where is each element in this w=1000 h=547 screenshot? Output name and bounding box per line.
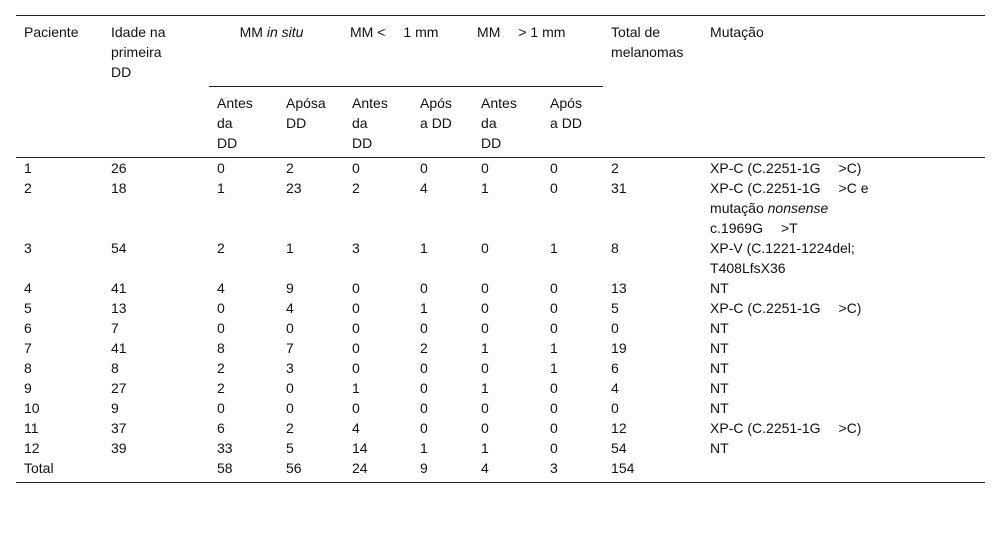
cell-value: 4 (352, 420, 360, 436)
cell-value: 0 (550, 320, 558, 336)
cell-value: 0 (286, 400, 294, 416)
cell-paciente: 12 (24, 440, 40, 456)
cell-total-value: 58 (209, 458, 278, 483)
cell-idade: 7 (111, 320, 119, 336)
cell-mutacao: XP-V (C.1221-1224del; T408LfsX36 (710, 240, 855, 276)
cell-idade: 26 (111, 160, 127, 176)
cell-value: 7 (286, 340, 294, 356)
sub-header-antes-da-dd: Antes da DD (344, 87, 412, 158)
cell-value: 0 (420, 280, 428, 296)
cell-value: 0 (217, 160, 225, 176)
cell-mutacao: XP-C (C.2251-1G >C) (710, 300, 862, 316)
cell-value: 1 (481, 180, 489, 196)
cell-idade: 9 (111, 400, 119, 416)
cell-mutacao: NT (710, 400, 729, 416)
cell-value: 0 (481, 280, 489, 296)
cell-total: 4 (611, 380, 619, 396)
col-header-idade: Idade na primeira DD (111, 24, 166, 80)
table-row (16, 418, 985, 438)
cell-total-melanomas: 154 (603, 458, 710, 483)
cell-value: 1 (481, 440, 489, 456)
cell-value: 23 (286, 180, 302, 196)
cell-value: 0 (481, 320, 489, 336)
cell-total: 5 (611, 300, 619, 316)
cell-value: 0 (481, 300, 489, 316)
cell-total: 19 (611, 340, 627, 356)
header-row-1 (16, 16, 985, 87)
table-row (16, 438, 985, 458)
table-row (16, 398, 985, 418)
cell-value: 0 (217, 300, 225, 316)
cell-idade: 8 (111, 360, 119, 376)
cell-value: 0 (286, 320, 294, 336)
cell-mutacao: XP-C (C.2251-1G >C) (710, 420, 862, 436)
cell-total: 12 (611, 420, 627, 436)
table-row (16, 298, 985, 318)
cell-mutacao: NT (710, 360, 729, 376)
cell-value: 0 (550, 380, 558, 396)
cell-value: 0 (481, 360, 489, 376)
table-row (16, 378, 985, 398)
group-header-mm-in-situ: MM in situ (239, 24, 304, 40)
cell-paciente: 8 (24, 360, 32, 376)
table-row (16, 318, 985, 338)
cell-value: 0 (420, 320, 428, 336)
cell-idade: 54 (111, 240, 127, 256)
cell-value: 0 (550, 160, 558, 176)
cell-paciente: 2 (24, 180, 32, 196)
cell-idade: 37 (111, 420, 127, 436)
cell-paciente: 6 (24, 320, 32, 336)
cell-idade: 27 (111, 380, 127, 396)
cell-total: 13 (611, 280, 627, 296)
patients-table (16, 15, 985, 483)
cell-idade: 18 (111, 180, 127, 196)
cell-mutacao: NT (710, 340, 729, 356)
table-row (16, 238, 985, 278)
cell-value: 0 (420, 400, 428, 416)
cell-value: 0 (550, 400, 558, 416)
cell-value: 0 (420, 160, 428, 176)
group-header-mm-lt-1mm: MM < 1 mm (350, 24, 439, 40)
sub-header-apos-a-dd: Após a DD (542, 87, 603, 158)
cell-value: 1 (420, 300, 428, 316)
cell-value: 2 (420, 340, 428, 356)
cell-paciente: 1 (24, 160, 32, 176)
cell-value: 1 (550, 360, 558, 376)
cell-value: 0 (352, 300, 360, 316)
cell-value: 2 (352, 180, 360, 196)
cell-mutacao: NT (710, 380, 729, 396)
cell-value: 4 (420, 180, 428, 196)
cell-value: 33 (217, 440, 233, 456)
cell-total: 0 (611, 320, 619, 336)
cell-value: 0 (481, 400, 489, 416)
cell-total: 31 (611, 180, 627, 196)
cell-value: 1 (481, 340, 489, 356)
table-row (16, 338, 985, 358)
cell-paciente: 11 (24, 420, 39, 436)
cell-total-value: 4 (473, 458, 542, 483)
cell-value: 6 (217, 420, 225, 436)
cell-total: 2 (611, 160, 619, 176)
cell-value: 0 (352, 340, 360, 356)
cell-total: 6 (611, 360, 619, 376)
cell-total: 0 (611, 400, 619, 416)
table-row (16, 158, 985, 179)
table-row (16, 358, 985, 378)
cell-value: 0 (286, 380, 294, 396)
cell-empty (103, 458, 209, 483)
cell-paciente: 3 (24, 240, 32, 256)
cell-paciente: 5 (24, 300, 32, 316)
cell-paciente: 7 (24, 340, 32, 356)
cell-value: 0 (481, 160, 489, 176)
table-row (16, 178, 985, 238)
cell-total: 54 (611, 440, 627, 456)
cell-value: 0 (352, 280, 360, 296)
cell-value: 1 (352, 380, 360, 396)
cell-value: 1 (550, 240, 558, 256)
cell-value: 0 (481, 240, 489, 256)
cell-value: 0 (550, 420, 558, 436)
cell-total-value: 24 (344, 458, 412, 483)
col-header-paciente: Paciente (24, 24, 79, 40)
cell-value: 2 (286, 420, 294, 436)
sub-header-apos-a-dd: Apósa DD (278, 87, 344, 158)
cell-value: 0 (420, 360, 428, 376)
cell-idade: 39 (111, 440, 127, 456)
cell-value: 3 (352, 240, 360, 256)
cell-paciente: 10 (24, 400, 40, 416)
cell-value: 3 (286, 360, 294, 376)
sub-header-antes-da-dd: Antes da DD (209, 87, 278, 158)
cell-value: 0 (420, 380, 428, 396)
cell-value: 0 (352, 160, 360, 176)
cell-idade: 41 (111, 280, 127, 296)
cell-value: 2 (217, 380, 225, 396)
table-row (16, 278, 985, 298)
cell-value: 1 (286, 240, 294, 256)
cell-value: 2 (286, 160, 294, 176)
group-header-mm-gt-1mm: MM > 1 mm (477, 24, 566, 40)
cell-value: 0 (217, 400, 225, 416)
col-header-total-melanomas: Total de melanomas (611, 24, 684, 60)
cell-mutacao: NT (710, 320, 729, 336)
cell-value: 4 (217, 280, 225, 296)
cell-value: 1 (420, 240, 428, 256)
cell-value: 1 (217, 180, 225, 196)
cell-total-value: 3 (542, 458, 603, 483)
cell-value: 0 (550, 300, 558, 316)
cell-value: 0 (352, 360, 360, 376)
cell-value: 0 (550, 280, 558, 296)
cell-total-value: 9 (412, 458, 473, 483)
cell-total: 8 (611, 240, 619, 256)
sub-header-antes-da-dd: Antes da DD (473, 87, 542, 158)
cell-value: 0 (550, 440, 558, 456)
cell-total-value: 56 (278, 458, 344, 483)
col-header-mutacao: Mutação (710, 24, 764, 40)
cell-value: 0 (550, 180, 558, 196)
cell-value: 0 (481, 420, 489, 436)
cell-idade: 13 (111, 300, 127, 316)
cell-mutacao: XP-C (C.2251-1G >C e mutação nonsense c.1969G >T (710, 180, 869, 236)
cell-value: 0 (352, 320, 360, 336)
cell-value: 0 (217, 320, 225, 336)
cell-value: 4 (286, 300, 294, 316)
cell-value: 0 (420, 420, 428, 436)
cell-value: 8 (217, 340, 225, 356)
cell-idade: 41 (111, 340, 127, 356)
sub-header-apos-a-dd: Após a DD (412, 87, 473, 158)
cell-value: 1 (550, 340, 558, 356)
cell-total-label: Total (16, 458, 103, 483)
cell-value: 1 (481, 380, 489, 396)
cell-empty (710, 458, 985, 483)
cell-value: 0 (352, 400, 360, 416)
cell-value: 14 (352, 440, 368, 456)
cell-value: 1 (420, 440, 428, 456)
cell-paciente: 4 (24, 280, 32, 296)
cell-value: 9 (286, 280, 294, 296)
cell-mutacao: NT (710, 280, 729, 296)
cell-mutacao: XP-C (C.2251-1G >C) (710, 160, 862, 176)
cell-value: 2 (217, 240, 225, 256)
cell-paciente: 9 (24, 380, 32, 396)
table-total-row (16, 458, 985, 483)
cell-mutacao: NT (710, 440, 729, 456)
cell-value: 5 (286, 440, 294, 456)
cell-value: 2 (217, 360, 225, 376)
